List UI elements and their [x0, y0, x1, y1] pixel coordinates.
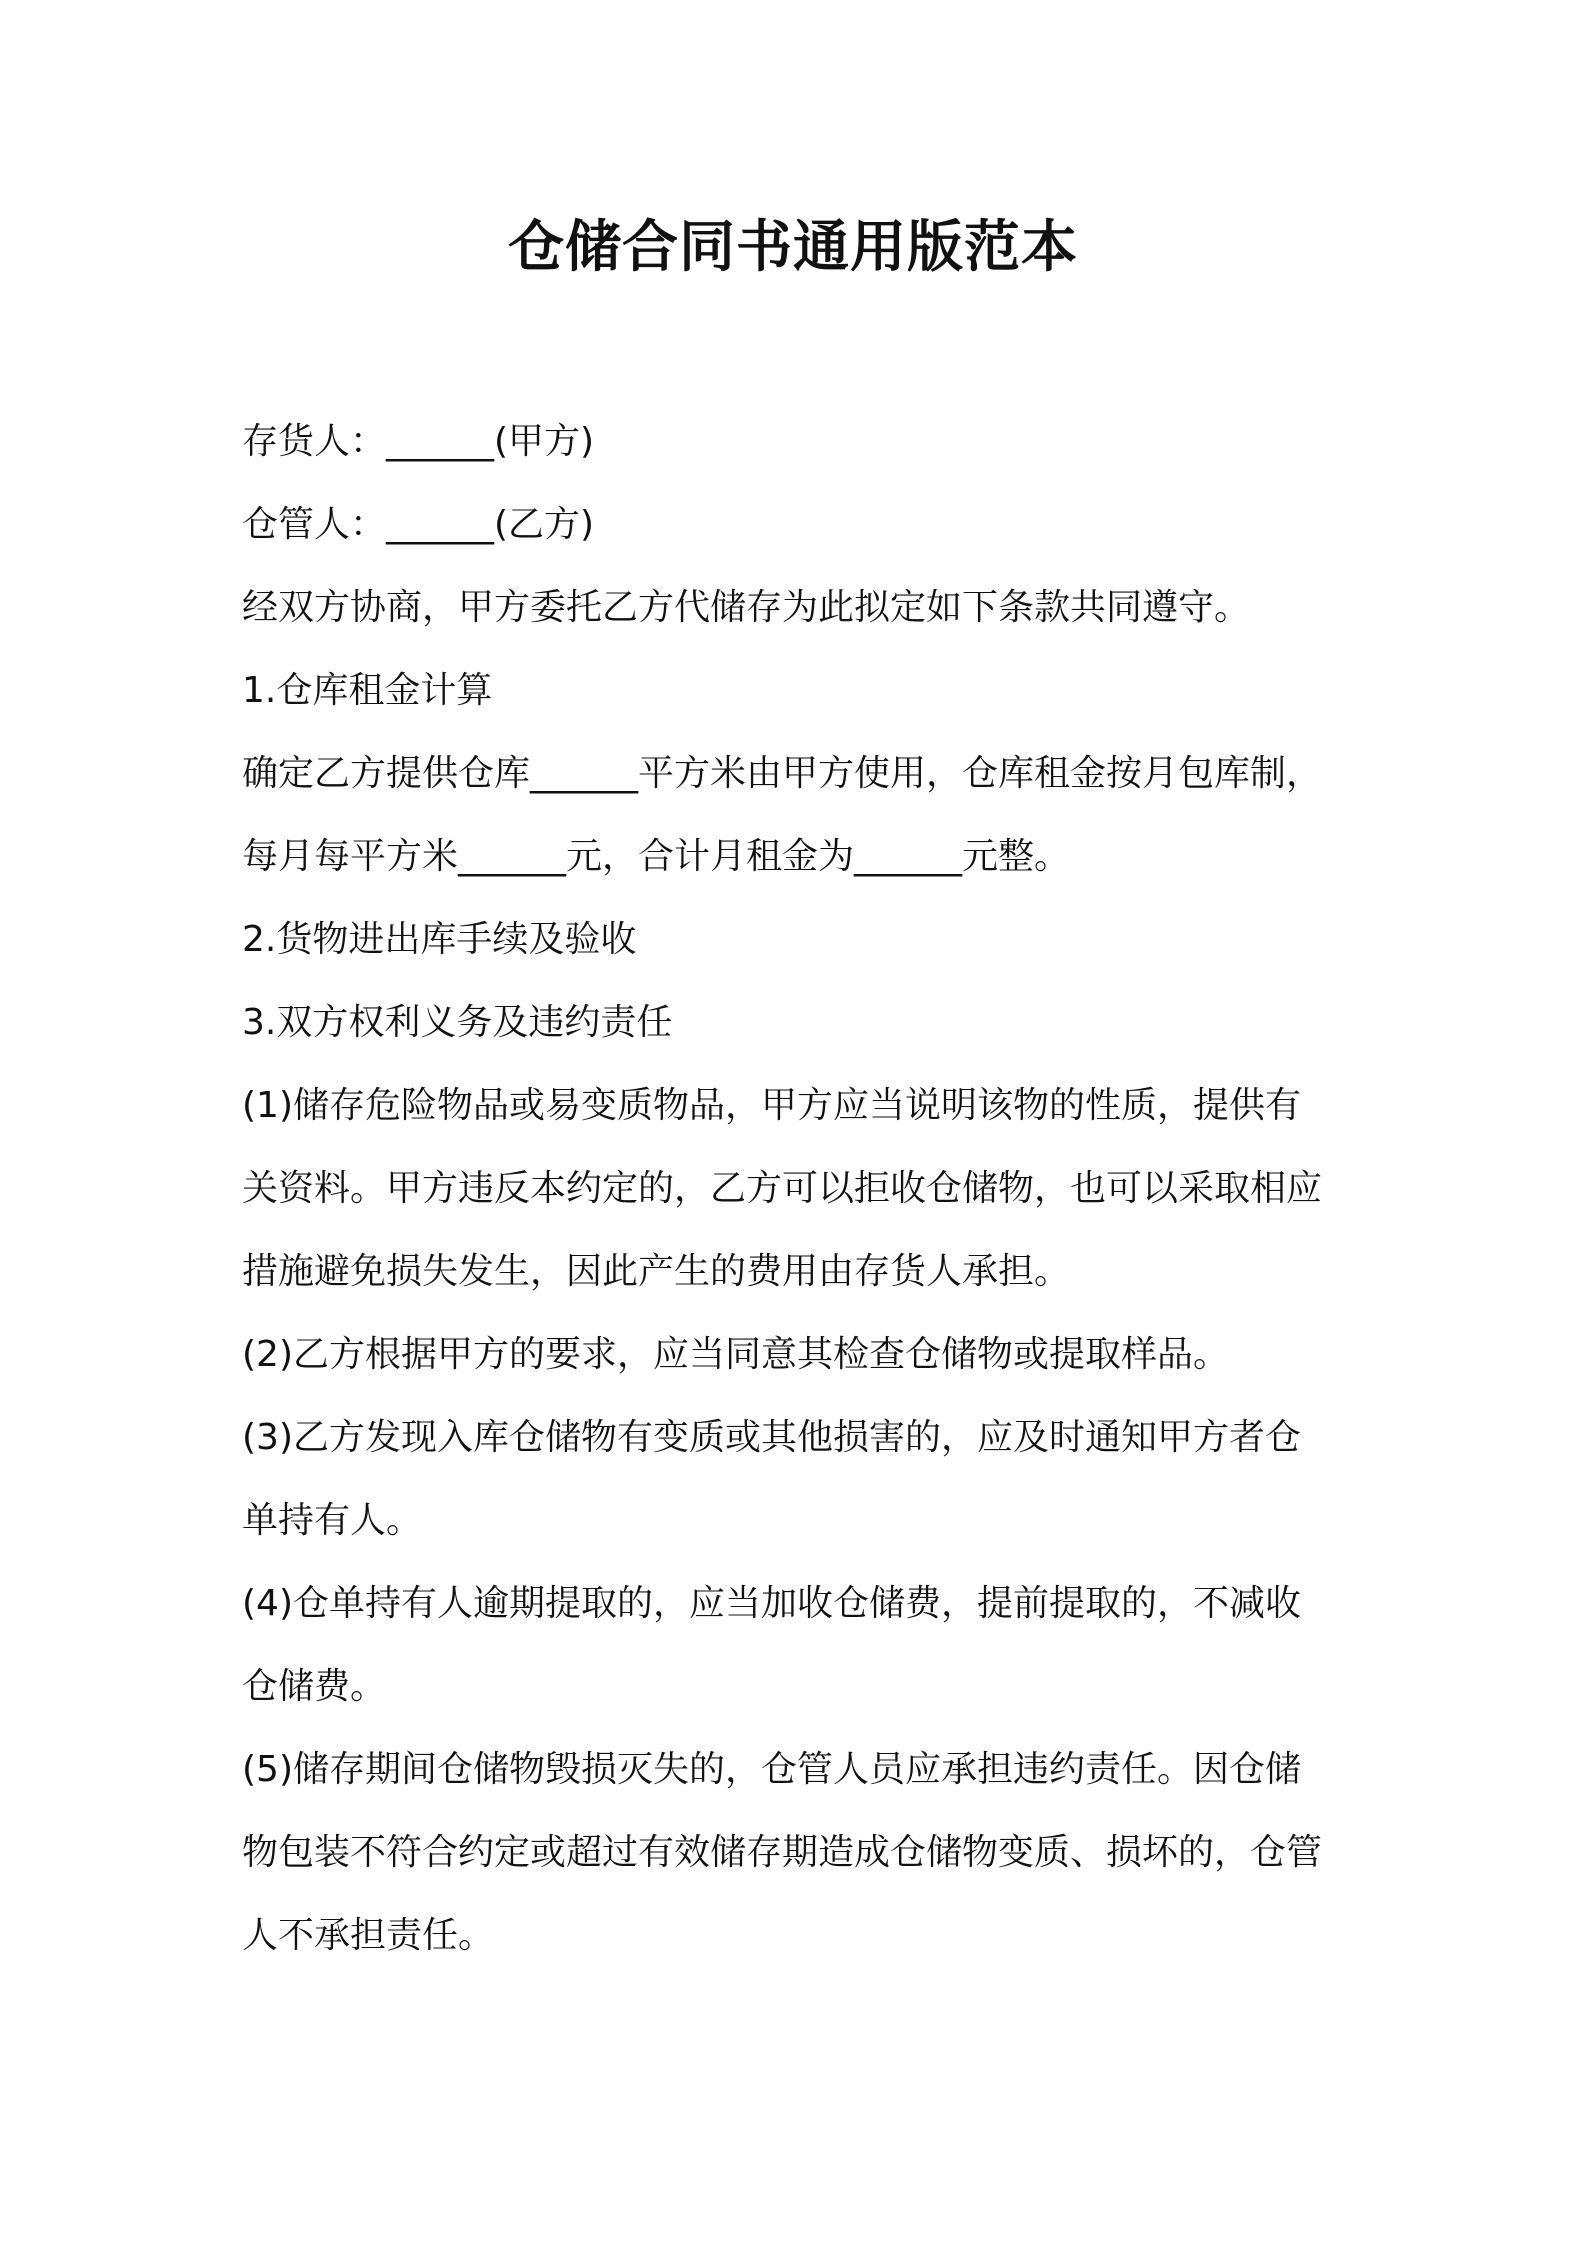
- clause-line: (5)储存期间仓储物毁损灭失的，仓管人员应承担违约责任。因仓储: [242, 1749, 1301, 1790]
- clause-line: 物包装不符合约定或超过有效储存期造成仓储物变质、损坏的，仓管: [242, 1832, 1323, 1873]
- paragraph-line: 确定乙方提供仓库______平方米由甲方使用，仓库租金按月包库制，: [242, 753, 1323, 794]
- section-heading-procedures: 2.货物进出库手续及验收: [242, 919, 637, 960]
- clause-line: (3)乙方发现入库仓储物有变质或其他损害的，应及时通知甲方者仓: [242, 1417, 1301, 1458]
- clause-line: 单持有人。: [242, 1500, 423, 1541]
- depositor-line: 存货人：______(甲方): [242, 421, 595, 462]
- section-heading-rights: 3.双方权利义务及违约责任: [242, 1002, 673, 1043]
- clause-line: 关资料。甲方违反本约定的，乙方可以拒收仓储物，也可以采取相应: [242, 1168, 1323, 1209]
- document-body: [242, 400, 1362, 1977]
- clause-line: 人不承担责任。: [242, 1915, 495, 1956]
- clause-line: 仓储费。: [242, 1666, 387, 1707]
- document-title: 仓储合同书通用版范本: [508, 215, 1078, 280]
- clause-line: (1)储存危险物品或易变质物品，甲方应当说明该物的性质，提供有: [242, 1085, 1301, 1126]
- clause-line: (2)乙方根据甲方的要求，应当同意其检查仓储物或提取样品。: [242, 1334, 1229, 1375]
- clause-line: (4)仓单持有人逾期提取的，应当加收仓储费，提前提取的，不减收: [242, 1583, 1301, 1624]
- paragraph-line: 每月每平方米______元，合计月租金为______元整。: [242, 836, 1071, 877]
- clause-line: 措施避免损失发生，因此产生的费用由存货人承担。: [242, 1251, 1071, 1292]
- section-heading-rent: 1.仓库租金计算: [242, 670, 493, 711]
- warehouse-keeper-line: 仓管人：______(乙方): [242, 504, 595, 545]
- agreement-intro-line: 经双方协商，甲方委托乙方代储存为此拟定如下条款共同遵守。: [242, 587, 1251, 628]
